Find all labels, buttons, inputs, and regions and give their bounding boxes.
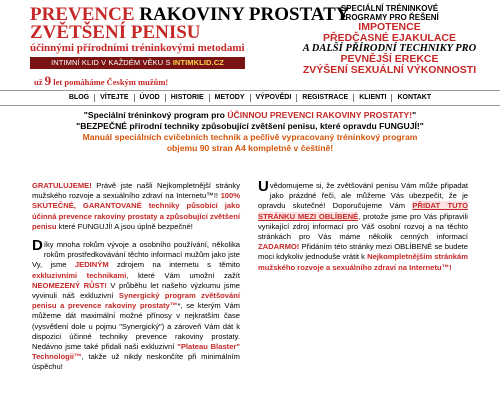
left-paragraph-2 [32,237,240,373]
nav-metody[interactable]: METODY [210,94,251,102]
left-p2-b: JEDINÝM [74,260,109,270]
left-p2-f: NEOMEZENÝ RŮST! [32,280,107,290]
right-p1-f: Nejkompletnějším stránkám mužského rozvoje a sexuálního zdraví na Internetu™! [258,252,468,272]
right-paragraph-1 [258,178,469,273]
nav-klienti[interactable]: KLIENTI [354,94,392,102]
tagline-suffix: let pomáháme Českým mužům! [51,77,169,87]
drop-cap: U [258,178,269,195]
brand-tagline [34,73,168,89]
intro-line-1b: ÚČINNOU PREVENCI RAKOVINY PROSTATY! [227,110,413,120]
intro-block [0,110,500,154]
left-p2-e: , které Vám umožní zažít [126,270,240,280]
brand-title-black: RAKOVINY PROSTATY [139,4,350,25]
right-column [258,178,469,281]
intro-line-1 [0,110,500,121]
left-column [32,181,240,381]
left-p2-g: V průběhu let našeho výzkumu jsme vyvinuli náš exkluzivní [32,280,240,301]
nav-vitejte[interactable]: VÍTEJTE [95,94,134,102]
promo-premature: PŘEDČASNÉ EJAKULACE [322,32,457,44]
left-p2-c: zdrojem na internetu s těmito [108,260,240,270]
brand-banner-site: INTIMKLID.CZ [172,58,224,67]
right-p1-d: ZADARMO! [258,242,300,252]
intro-line-3: Manuál speciálních cvičebních technik a pečlivě vypracovaný tréninkový program [82,132,418,142]
intro-line-1a: "Speciální tréninkový program pro [83,110,228,120]
promo-erection: PEVNĚJŠÍ EREKCE [340,53,439,65]
left-p1-c: 100% SKUTEČNÉ, GARANTOVANÉ techniky působící jako účinná prevence rakoviny prostaty a způsobující zvětšení penisu [32,191,240,231]
right-p1-c: , protože jsme pro Vás připravili vynikající zdroj informací pro Váš osobní rozvoj a na těchto stránkách pro Vás máme několik cenných informací [258,211,468,242]
nav-vypovedi[interactable]: VÝPOVĚDI [251,94,298,102]
nav-uvod[interactable]: ÚVOD [135,94,166,102]
left-p2-i: *, se kterým Vám můžeme dát maximální možné přínosy v nejkratším čase (vysvětlení dole u pojmu "Synergický") a zároveň Vám dát k dispozici účinné techniky prevence rakoviny prostaty. Nedávno jsme také přidali naši exkluzivní [32,301,240,352]
right-p1-e: Přidáním této stránky mezi OBLÍBENÉ se budete moci kdykoliv jednoduše vrátit k [258,242,468,262]
intro-line-4: objemu 90 stran A4 kompletně v češtině! [166,143,334,153]
promo-more-techniques: A DALŠÍ PŘÍRODNÍ TECHNIKY PRO [302,43,477,54]
tagline-years: 9 [44,73,52,88]
tagline-prefix: už [34,77,45,87]
nav-registrace[interactable]: REGISTRACE [297,94,354,102]
left-p2-d: exkluzivními technikami [32,270,127,280]
left-p2-k: , takže už nikdy neskončíte při minimálním úspěchu! [32,352,240,372]
left-p2-j: "Plateau Blaster" Technologii™ [32,342,240,362]
intro-line-2: "BEZPEČNÉ přírodní techniky způsobující zvětšení penisu, které opravdu FUNGUJÍ!" [76,121,424,131]
left-p1-b: Právě jste našli Nejkompletnější stránky mužského rozvoje a sexuálního zdraví na Internetu™!! [32,181,240,201]
nav-blog[interactable]: BLOG [64,94,95,102]
header [0,0,500,90]
promo-performance: ZVÝŠENÍ SEXUÁLNÍ VÝKONNOSTI [302,64,477,76]
nav-historie[interactable]: HISTORIE [166,94,210,102]
brand-subtitle: účinnými přírodními tréninkovými metodami [30,42,245,54]
left-p2-a: íky mnoha rokům vývoje a osobního používání, několika rokům prostředkovávání těchto informací mužům jako jste Vy, jsme [32,240,240,270]
congrats-text: GRATULUJEME! [32,181,92,190]
promo-heading-1: SPECIÁLNÍ TRÉNINKOVÉ [340,4,439,13]
left-p1-d: které FUNGUJÍ! A jsou úplně bezpečné! [56,221,193,231]
promo-heading-2: PROGRAMY PRO ŘEŠENÍ [340,13,439,22]
header-promo [287,4,492,76]
add-to-favorites-link[interactable]: PŘIDAT TUTO STRÁNKU MEZI OBLÍBENÉ [258,201,469,221]
brand-title-line2[interactable]: ZVĚTŠENÍ PENISU [30,22,201,43]
brand-title-red: PREVENCE [30,4,140,25]
brand-banner-text: INTIMNÍ KLID V KAŽDÉM VĚKU S [51,58,173,67]
nav-kontakt[interactable]: KONTAKT [397,94,432,101]
intro-line-1c: " [412,110,417,120]
main-nav [0,90,500,106]
brand-banner[interactable] [30,57,245,69]
right-p1-a: vědomujeme si, že zvětšování penisu Vám může připadat jako prázdné řeči, ale můžeme Vás ubezpečit, že je opravdu skutečné! Doporučujeme Vám [258,181,468,211]
left-paragraph-1 [32,181,240,232]
promo-impotence: IMPOTENCE [358,21,421,33]
left-p2-h: Synergický program zvětšování penisu a prevence rakoviny prostaty™ [32,291,240,311]
drop-cap: D [32,237,43,255]
